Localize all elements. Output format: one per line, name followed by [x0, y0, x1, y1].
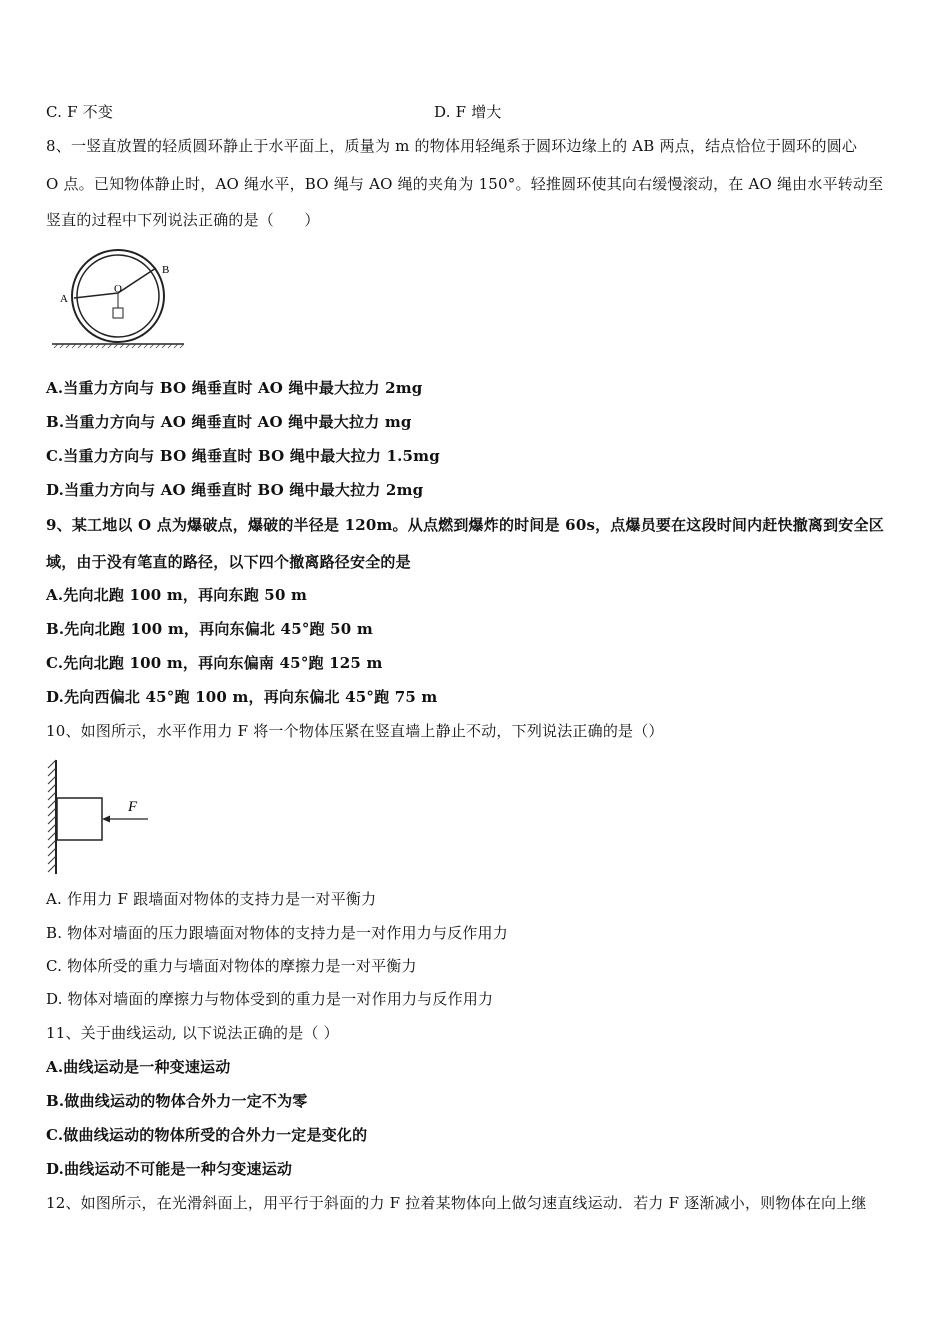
q8-stem-line-3: 竖直的过程中下列说法正确的是（ ）	[46, 211, 320, 229]
rope-ao	[74, 293, 118, 298]
q11-option-a: A.曲线运动是一种变速运动	[46, 1058, 231, 1076]
q11-option-c: C.做曲线运动的物体所受的合外力一定是变化的	[46, 1126, 368, 1144]
q10-option-a: A. 作用力 F 跟墙面对物体的支持力是一对平衡力	[46, 890, 377, 908]
rope-bo	[118, 268, 156, 293]
q8-option-b: B.当重力方向与 AO 绳垂直时 AO 绳中最大拉力 mg	[46, 413, 412, 431]
block	[57, 798, 102, 840]
force-arrow-head	[102, 816, 110, 823]
q7-option-d: D. F 增大	[434, 103, 502, 121]
wall-hatch	[48, 760, 56, 872]
ring-figure	[50, 240, 190, 350]
label-b: B	[162, 264, 170, 276]
q8-option-c: C.当重力方向与 BO 绳垂直时 BO 绳中最大拉力 1.5mg	[46, 447, 440, 465]
q11-stem: 11、关于曲线运动, 以下说法正确的是（ ）	[46, 1024, 339, 1042]
q9-option-a: A.先向北跑 100 m，再向东跑 50 m	[46, 586, 308, 604]
force-label: F	[128, 799, 138, 815]
q9-stem-line-2: 域，由于没有笔直的路径，以下四个撤离路径安全的是	[46, 553, 411, 571]
q7-option-c: C. F 不变	[46, 103, 114, 121]
ground-hatch	[52, 344, 184, 348]
q9-option-d: D.先向西偏北 45°跑 100 m，再向东偏北 45°跑 75 m	[46, 688, 438, 706]
q8-option-d: D.当重力方向与 AO 绳垂直时 BO 绳中最大拉力 2mg	[46, 481, 424, 499]
wall-block-figure	[44, 758, 154, 878]
q10-option-d: D. 物体对墙面的摩擦力与物体受到的重力是一对作用力与反作用力	[46, 990, 494, 1008]
q8-stem-line-2: O 点。已知物体静止时，AO 绳水平，BO 绳与 AO 绳的夹角为 150°。轻推圆环使其向右缓慢滚动，在 AO 绳由水平转动至	[46, 175, 884, 193]
q9-option-c: C.先向北跑 100 m，再向东偏南 45°跑 125 m	[46, 654, 383, 672]
hanging-mass	[113, 308, 123, 318]
q10-stem: 10、如图所示，水平作用力 F 将一个物体压紧在竖直墙上静止不动，下列说法正确的是（）	[46, 722, 664, 740]
q11-option-d: D.曲线运动不可能是一种匀变速运动	[46, 1160, 293, 1178]
q10-option-b: B. 物体对墙面的压力跟墙面对物体的支持力是一对作用力与反作用力	[46, 924, 508, 942]
q11-option-b: B.做曲线运动的物体合外力一定不为零	[46, 1092, 308, 1110]
q8-option-a: A.当重力方向与 BO 绳垂直时 AO 绳中最大拉力 2mg	[46, 379, 423, 397]
q10-option-c: C. 物体所受的重力与墙面对物体的摩擦力是一对平衡力	[46, 957, 417, 975]
q12-stem: 12、如图所示，在光滑斜面上，用平行于斜面的力 F 拉着某物体向上做匀速直线运动．若力 F 逐渐减小，则物体在向上继	[46, 1194, 867, 1212]
q8-stem-line-1: 8、一竖直放置的轻质圆环静止于水平面上，质量为 m 的物体用轻绳系于圆环边缘上的 AB 两点，结点恰位于圆环的圆心	[46, 137, 858, 155]
q9-stem-line-1: 9、某工地以 O 点为爆破点，爆破的半径是 120m。从点燃到爆炸的时间是 60s，点爆员要在这段时间内赶快撤离到安全区	[46, 516, 884, 534]
label-o: O	[114, 283, 122, 295]
q9-option-b: B.先向北跑 100 m，再向东偏北 45°跑 50 m	[46, 620, 373, 638]
label-a: A	[60, 293, 68, 305]
